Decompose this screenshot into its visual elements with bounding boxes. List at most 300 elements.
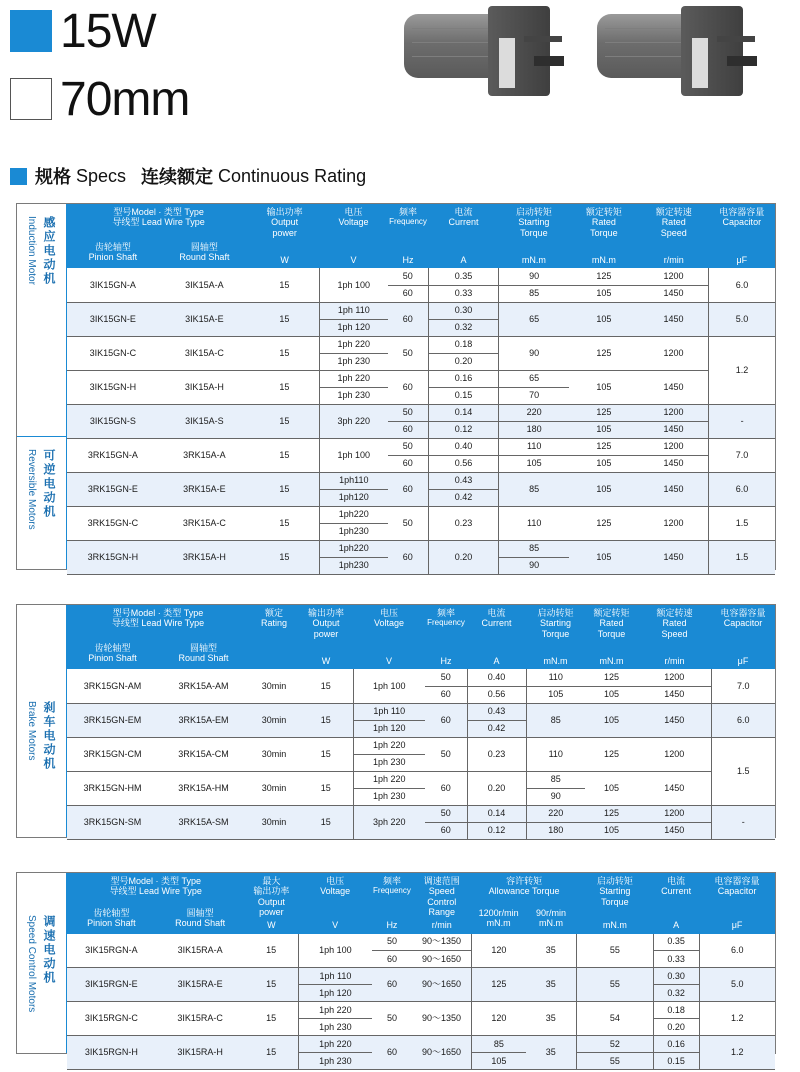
output-cell: 15 xyxy=(299,805,353,839)
rating-cell: 30min xyxy=(249,737,299,771)
current-cell: 0.40 xyxy=(467,669,526,686)
frequency-cell: 50 xyxy=(388,506,428,540)
speed-range-cell: 90～1650 xyxy=(412,968,472,1002)
starting-torque-cell: 105 xyxy=(499,455,569,472)
current-cell: 0.33 xyxy=(653,951,699,968)
round-shaft-model: 3RK15A-SM xyxy=(158,805,249,839)
rated-torque-cell: 105 xyxy=(585,703,638,737)
section-title: 规格 Specs 连续额定 Continuous Rating xyxy=(10,163,366,189)
frequency-cell: 60 xyxy=(372,1036,412,1070)
current-cell: 0.23 xyxy=(467,737,526,771)
starting-torque-header: 启动转矩 Starting Torque xyxy=(526,605,585,653)
speed-range-cell: 90～1650 xyxy=(412,1036,472,1070)
rated-torque-cell: 105 xyxy=(569,285,639,302)
voltage-cell: 1ph 230 xyxy=(298,1019,372,1036)
starting-torque-cell: 180 xyxy=(526,822,585,839)
motor-photo-1 xyxy=(404,6,566,106)
pinion-shaft-model: 3RK15GN-E xyxy=(67,472,159,506)
rated-torque-cell: 125 xyxy=(585,737,638,771)
output-cell: 15 xyxy=(250,472,319,506)
frequency-cell: 60 xyxy=(425,771,467,805)
table-row xyxy=(67,1036,775,1053)
voltage-cell: 1ph230 xyxy=(319,523,388,540)
rated-speed-cell: 1450 xyxy=(638,822,711,839)
round-shaft-model: 3RK15A-E xyxy=(159,472,250,506)
starting-torque-cell: 55 xyxy=(576,934,653,968)
brake-table-block xyxy=(16,604,776,838)
rated-speed-cell: 1450 xyxy=(638,771,711,805)
rated-speed-cell: 1450 xyxy=(639,302,709,336)
rated-speed-cell: 1200 xyxy=(639,438,709,455)
capacitor-cell: 6.0 xyxy=(711,703,775,737)
current-cell: 0.32 xyxy=(428,319,499,336)
current-cell: 0.12 xyxy=(428,421,499,438)
pinion-shaft-model: 3RK15GN-CM xyxy=(67,737,158,771)
frequency-header: 频率 Frequency xyxy=(388,204,428,252)
capacitor-cell: 1.5 xyxy=(711,737,775,805)
output-cell: 15 xyxy=(250,540,319,574)
table-row xyxy=(67,669,775,686)
rating-cell: 30min xyxy=(249,805,299,839)
round-shaft-model: 3IK15A-C xyxy=(159,336,250,370)
output-cell: 15 xyxy=(250,302,319,336)
capacitor-cell: 1.2 xyxy=(709,336,775,404)
capacitor-cell: 5.0 xyxy=(699,968,775,1002)
rated-torque-cell: 105 xyxy=(585,822,638,839)
voltage-cell: 1ph 220 xyxy=(353,737,425,754)
current-cell: 0.18 xyxy=(653,1002,699,1019)
current-cell: 0.42 xyxy=(428,489,499,506)
current-cell: 0.35 xyxy=(428,268,499,285)
starting-torque-cell: 90 xyxy=(526,788,585,805)
rated-torque-cell: 105 xyxy=(585,686,638,703)
voltage-header: 电压 Voltage xyxy=(298,873,372,917)
section-marker xyxy=(10,168,27,185)
allowance-torque-header: 容许转矩 Allowance Torque xyxy=(472,873,577,903)
round-shaft-model: 3IK15RA-C xyxy=(156,1002,245,1036)
table-row xyxy=(67,771,775,788)
frequency-cell: 50 xyxy=(425,669,467,686)
voltage-cell: 1ph 230 xyxy=(353,788,425,805)
rated-speed-header: 额定转速 Rated Speed xyxy=(639,204,709,252)
starting-torque-cell: 85 xyxy=(526,703,585,737)
rated-torque-header: 额定转矩 Rated Torque xyxy=(569,204,639,252)
voltage-cell: 1ph 220 xyxy=(298,1036,372,1053)
voltage-cell: 3ph 220 xyxy=(353,805,425,839)
table-row xyxy=(67,438,775,455)
spec-table-1: 型号Model · 类型 Type 导线型 Lead Wire Type 输出功率 Output power 电压 Voltage 频率 Frequency 电流 Current 启动转矩 Starting Torque 额定转矩 Rated Torque 额定转速 Rated Speed 电容器容量 Capacitor 齿轮轴型 Pinion Shaft 圆轴型 Round Shaft W V Hz A mN.m mN.m r/min μF 3IK15GN-A 3IK15A-A 15 1ph 100 50 0.35 90 125 1200 6.0 60 0.33 85 105 1450 3IK15GN-E 3IK15A-E 15 1ph 110 60 0.30 65 105 1450 5.0 1ph 120 0.32 3IK15GN-C 3IK15A-C 15 1ph 220 50 0.18 90 125 1200 1.2 1ph 230 0.20 3IK15GN-H 3IK15A-H 15 1ph 220 60 0.16 65 105 1450 1ph 230 0.15 70 3IK15GN-S 3IK15A-S 15 3ph 220 50 0.14 220 125 1200 - 60 0.12 180 105 1450 3RK15GN-A 3RK15A-A 15 1ph 100 50 0.40 110 125 1200 7.0 60 0.56 105 105 1450 3RK15GN-E 3RK15A-E 15 1ph110 60 0.43 85 105 1450 6.0 1ph120 0.42 3RK15GN-C 3RK15A-C 15 1ph220 50 0.23 110 125 1200 1.5 1ph230 3RK15GN-H 3RK15A-H 15 1ph220 60 0.20 85 105 1450 1.5 1ph230 90 xyxy=(67,204,775,575)
starting-torque-cell: 85 xyxy=(499,472,569,506)
voltage-header: 电压 Voltage xyxy=(353,605,425,653)
capacitor-cell: 1.2 xyxy=(699,1002,775,1036)
rated-speed-cell: 1450 xyxy=(639,421,709,438)
capacitor-cell: 6.0 xyxy=(709,268,775,302)
frequency-cell: 50 xyxy=(388,336,428,370)
output-cell: 15 xyxy=(250,370,319,404)
frequency-cell: 50 xyxy=(425,805,467,822)
starting-torque-cell: 65 xyxy=(499,370,569,387)
frequency-cell: 60 xyxy=(388,302,428,336)
table-row xyxy=(67,703,775,720)
table-row xyxy=(67,268,775,285)
allow-torque-1200-cell: 120 xyxy=(472,1002,526,1036)
round-shaft-model: 3RK15A-AM xyxy=(158,669,249,703)
rating-header: 额定 Rating xyxy=(249,605,299,653)
rated-torque-cell: 125 xyxy=(569,506,639,540)
rated-torque-cell: 125 xyxy=(569,336,639,370)
reversible-motor-label: 可逆电动机 Reversible Motors xyxy=(26,449,56,530)
rated-torque-cell: 105 xyxy=(569,540,639,574)
current-cell: 0.43 xyxy=(467,703,526,720)
rated-speed-cell: 1450 xyxy=(638,686,711,703)
capacitor-cell: 7.0 xyxy=(709,438,775,472)
frequency-cell: 60 xyxy=(388,370,428,404)
rated-speed-cell: 1450 xyxy=(639,285,709,302)
current-header: 电流 Current xyxy=(428,204,499,252)
pinion-shaft-model: 3IK15RGN-H xyxy=(67,1036,156,1070)
table-row xyxy=(67,1002,775,1019)
pinion-header: 齿轮轴型 Pinion Shaft xyxy=(67,236,159,268)
current-cell: 0.16 xyxy=(653,1036,699,1053)
round-shaft-model: 3RK15A-HM xyxy=(158,771,249,805)
pinion-shaft-model: 3IK15GN-E xyxy=(67,302,159,336)
induction-reversible-table-block xyxy=(16,203,776,570)
frequency-cell: 50 xyxy=(425,737,467,771)
model-header: 型号Model · 类型 Type 导线型 Lead Wire Type xyxy=(67,873,244,903)
current-cell: 0.30 xyxy=(428,302,499,319)
round-shaft-model: 3RK15A-H xyxy=(159,540,250,574)
current-cell: 0.23 xyxy=(428,506,499,540)
current-cell: 0.32 xyxy=(653,985,699,1002)
current-cell: 0.33 xyxy=(428,285,499,302)
allow-torque-1200-cell: 120 xyxy=(472,934,526,968)
frequency-cell: 50 xyxy=(388,268,428,285)
rated-speed-cell: 1450 xyxy=(639,370,709,404)
voltage-cell: 1ph 220 xyxy=(353,771,425,788)
rated-speed-header: 额定转速 Rated Speed xyxy=(638,605,711,653)
current-cell: 0.20 xyxy=(467,771,526,805)
induction-motor-label: 感应电动机 Induction Motor xyxy=(17,204,67,437)
voltage-cell: 1ph120 xyxy=(319,489,388,506)
model-header: 型号Model · 类型 Type 导线型 Lead Wire Type xyxy=(67,204,250,236)
frequency-cell: 60 xyxy=(425,703,467,737)
output-cell: 15 xyxy=(299,669,353,703)
pinion-shaft-model: 3RK15GN-C xyxy=(67,506,159,540)
speed-control-table-block xyxy=(16,872,776,1066)
rated-speed-cell: 1450 xyxy=(639,472,709,506)
current-cell: 0.43 xyxy=(428,472,499,489)
voltage-cell: 1ph 120 xyxy=(319,319,388,336)
starting-torque-header: 启动转矩 Starting Torque xyxy=(576,873,653,917)
rated-torque-cell: 125 xyxy=(569,438,639,455)
output-cell: 15 xyxy=(250,336,319,370)
starting-torque-cell: 90 xyxy=(499,336,569,370)
round-shaft-model: 3IK15A-A xyxy=(159,268,250,302)
starting-torque-header: 启动转矩 Starting Torque xyxy=(499,204,569,252)
rating-cell: 30min xyxy=(249,771,299,805)
round-shaft-model: 3RK15A-CM xyxy=(158,737,249,771)
round-shaft-model: 3IK15A-H xyxy=(159,370,250,404)
rating-cell: 30min xyxy=(249,703,299,737)
pinion-shaft-model: 3RK15GN-H xyxy=(67,540,159,574)
round-shaft-model: 3IK15RA-E xyxy=(156,968,245,1002)
motor-photo-2 xyxy=(597,6,759,106)
output-cell: 15 xyxy=(250,404,319,438)
starting-torque-cell: 110 xyxy=(499,506,569,540)
output-cell: 15 xyxy=(244,934,298,968)
voltage-cell: 1ph 230 xyxy=(298,1053,372,1070)
rated-speed-cell: 1450 xyxy=(638,703,711,737)
current-cell: 0.12 xyxy=(467,822,526,839)
rated-speed-cell: 1200 xyxy=(638,669,711,686)
size-marker xyxy=(10,78,52,120)
voltage-cell: 1ph 230 xyxy=(319,387,388,404)
current-cell: 0.35 xyxy=(653,934,699,951)
round-shaft-model: 3IK15A-S xyxy=(159,404,250,438)
output-header: 输出功率 Output power xyxy=(299,605,353,653)
capacitor-cell: 7.0 xyxy=(711,669,775,703)
rated-speed-cell: 1200 xyxy=(639,506,709,540)
rated-torque-header: 额定转矩 Rated Torque xyxy=(585,605,638,653)
pinion-shaft-model: 3RK15GN-HM xyxy=(67,771,158,805)
frequency-cell: 60 xyxy=(425,686,467,703)
capacitor-header: 电容器容量 Capacitor xyxy=(699,873,775,917)
round-shaft-model: 3RK15A-EM xyxy=(158,703,249,737)
frequency-cell: 50 xyxy=(372,1002,412,1036)
starting-torque-cell: 220 xyxy=(499,404,569,421)
rated-torque-cell: 105 xyxy=(569,455,639,472)
current-cell: 0.42 xyxy=(467,720,526,737)
power-heading: 15W xyxy=(60,5,156,58)
speed-control-motor-label: 调速电动机 Speed Control Motors xyxy=(26,915,56,1013)
power-marker xyxy=(10,10,52,52)
voltage-cell: 1ph 230 xyxy=(319,353,388,370)
rating-cell: 30min xyxy=(249,669,299,703)
starting-torque-cell: 110 xyxy=(526,669,585,686)
starting-torque-cell: 85 xyxy=(499,540,569,557)
starting-torque-cell: 52 xyxy=(576,1036,653,1053)
rated-speed-cell: 1200 xyxy=(639,268,709,285)
starting-torque-cell: 105 xyxy=(526,686,585,703)
frequency-header: 频率 Frequency xyxy=(372,873,412,917)
brake-motor-label: 刹车电动机 Brake Motors xyxy=(26,701,56,771)
starting-torque-cell: 180 xyxy=(499,421,569,438)
rated-speed-cell: 1200 xyxy=(638,737,711,771)
output-cell: 15 xyxy=(244,968,298,1002)
allow-torque-90-cell: 35 xyxy=(526,1002,577,1036)
starting-torque-cell: 54 xyxy=(576,1002,653,1036)
frequency-cell: 60 xyxy=(388,285,428,302)
voltage-cell: 3ph 220 xyxy=(319,404,388,438)
frequency-cell: 60 xyxy=(388,455,428,472)
output-cell: 15 xyxy=(299,771,353,805)
frequency-cell: 60 xyxy=(388,472,428,506)
spec-table-2: 型号Model · 类型 Type 导线型 Lead Wire Type 额定 Rating 输出功率 Output power 电压 Voltage 频率 Frequency 电流 Current 启动转矩 Starting Torque 额定转矩 Rated Torque 额定转速 Rated Speed 电容器容量 Capacitor 齿轮轴型 Pinion Shaft 圆轴型 Round Shaft W V Hz A mN.m mN.m r/min μF 3RK15GN-AM 3RK15A-AM 30min 15 1ph 100 50 0.40 110 125 1200 7.0 60 0.56 105 105 1450 3RK15GN-EM 3RK15A-EM 30min 15 1ph 110 60 0.43 85 105 1450 6.0 1ph 120 0.42 3RK15GN-CM 3RK15A-CM 30min 15 1ph 220 50 0.23 110 125 1200 1.5 1ph 230 3RK15GN-HM 3RK15A-HM 30min 15 1ph 220 60 0.20 85 105 1450 1ph 230 90 3RK15GN-SM 3RK15A-SM 30min 15 3ph 220 50 0.14 220 125 1200 - 60 0.12 180 105 1450 xyxy=(67,605,775,840)
voltage-cell: 1ph220 xyxy=(319,506,388,523)
pinion-shaft-model: 3IK15GN-A xyxy=(67,268,159,302)
output-header: 输出功率 Output power xyxy=(250,204,319,252)
table-row xyxy=(67,934,775,951)
pinion-shaft-model: 3IK15GN-C xyxy=(67,336,159,370)
table-row xyxy=(67,540,775,557)
voltage-cell: 1ph110 xyxy=(319,472,388,489)
current-cell: 0.15 xyxy=(428,387,499,404)
starting-torque-cell: 110 xyxy=(499,438,569,455)
voltage-cell: 1ph230 xyxy=(319,557,388,574)
current-cell: 0.20 xyxy=(653,1019,699,1036)
frequency-cell: 60 xyxy=(372,951,412,968)
capacitor-cell: 1.5 xyxy=(709,540,775,574)
speed-range-cell: 90～1350 xyxy=(412,1002,472,1036)
current-cell: 0.30 xyxy=(653,968,699,985)
pinion-shaft-model: 3IK15GN-S xyxy=(67,404,159,438)
capacitor-cell: 6.0 xyxy=(699,934,775,968)
rated-speed-cell: 1200 xyxy=(639,336,709,370)
frequency-cell: 60 xyxy=(372,968,412,1002)
allow-torque-90-cell: 35 xyxy=(526,934,577,968)
pinion-shaft-model: 3IK15RGN-A xyxy=(67,934,156,968)
rated-speed-cell: 1200 xyxy=(638,805,711,822)
starting-torque-cell: 55 xyxy=(576,1053,653,1070)
starting-torque-cell: 55 xyxy=(576,968,653,1002)
rated-torque-cell: 105 xyxy=(585,771,638,805)
table-row xyxy=(67,968,775,985)
output-cell: 15 xyxy=(244,1002,298,1036)
rated-speed-cell: 1200 xyxy=(639,404,709,421)
speed-range-header: 调速范围 Speed Control Range xyxy=(412,873,472,917)
voltage-cell: 1ph 230 xyxy=(353,754,425,771)
output-cell: 15 xyxy=(250,268,319,302)
voltage-cell: 1ph220 xyxy=(319,540,388,557)
max-output-header: 最大 输出功率 Output power xyxy=(244,873,298,917)
capacitor-cell: 6.0 xyxy=(709,472,775,506)
starting-torque-cell: 90 xyxy=(499,268,569,285)
current-cell: 0.20 xyxy=(428,540,499,574)
starting-torque-cell: 70 xyxy=(499,387,569,404)
pinion-shaft-model: 3IK15GN-H xyxy=(67,370,159,404)
capacitor-cell: 5.0 xyxy=(709,302,775,336)
voltage-cell: 1ph 110 xyxy=(298,968,372,985)
frequency-header: 频率 Frequency xyxy=(425,605,467,653)
pinion-shaft-model: 3RK15GN-EM xyxy=(67,703,158,737)
current-cell: 0.14 xyxy=(467,805,526,822)
frequency-cell: 60 xyxy=(388,540,428,574)
voltage-cell: 1ph 100 xyxy=(319,268,388,302)
voltage-cell: 1ph 220 xyxy=(319,336,388,353)
capacitor-cell: 1.2 xyxy=(699,1036,775,1070)
voltage-cell: 1ph 220 xyxy=(319,370,388,387)
round-shaft-model: 3IK15RA-A xyxy=(156,934,245,968)
voltage-cell: 1ph 220 xyxy=(298,1002,372,1019)
allow-torque-90-cell: 35 xyxy=(526,1036,577,1070)
rated-torque-cell: 105 xyxy=(569,472,639,506)
output-cell: 15 xyxy=(250,506,319,540)
table-row xyxy=(67,336,775,353)
round-shaft-model: 3IK15RA-H xyxy=(156,1036,245,1070)
capacitor-cell: 1.5 xyxy=(709,506,775,540)
pinion-shaft-model: 3IK15RGN-E xyxy=(67,968,156,1002)
rated-speed-cell: 1450 xyxy=(639,455,709,472)
frequency-cell: 60 xyxy=(388,421,428,438)
output-cell: 15 xyxy=(250,438,319,472)
allow-torque-1200-cell: 125 xyxy=(472,968,526,1002)
speed-range-cell: 90～1650 xyxy=(412,951,472,968)
pinion-shaft-model: 3RK15GN-A xyxy=(67,438,159,472)
voltage-cell: 1ph 110 xyxy=(353,703,425,720)
output-cell: 15 xyxy=(299,703,353,737)
current-header: 电流 Current xyxy=(653,873,699,917)
round-shaft-model: 3RK15A-C xyxy=(159,506,250,540)
current-cell: 0.56 xyxy=(467,686,526,703)
voltage-header: 电压 Voltage xyxy=(319,204,388,252)
frequency-cell: 50 xyxy=(388,404,428,421)
current-cell: 0.18 xyxy=(428,336,499,353)
round-shaft-model: 3IK15A-E xyxy=(159,302,250,336)
speed-range-cell: 90～1350 xyxy=(412,934,472,951)
capacitor-cell: - xyxy=(709,404,775,438)
rated-torque-cell: 105 xyxy=(569,370,639,404)
pinion-shaft-model: 3IK15RGN-C xyxy=(67,1002,156,1036)
rated-torque-cell: 125 xyxy=(569,404,639,421)
rated-torque-cell: 125 xyxy=(585,805,638,822)
allow-torque-90-cell: 35 xyxy=(526,968,577,1002)
round-header: 圆轴型 Round Shaft xyxy=(159,236,250,268)
frequency-cell: 50 xyxy=(388,438,428,455)
output-cell: 15 xyxy=(299,737,353,771)
table-row xyxy=(67,404,775,421)
current-cell: 0.40 xyxy=(428,438,499,455)
starting-torque-cell: 85 xyxy=(499,285,569,302)
table-row xyxy=(67,370,775,387)
current-cell: 0.14 xyxy=(428,404,499,421)
model-header: 型号Model · 类型 Type 导线型 Lead Wire Type xyxy=(67,605,249,637)
voltage-cell: 1ph 100 xyxy=(353,669,425,703)
current-cell: 0.56 xyxy=(428,455,499,472)
starting-torque-cell: 110 xyxy=(526,737,585,771)
rated-torque-cell: 105 xyxy=(569,421,639,438)
round-shaft-model: 3RK15A-A xyxy=(159,438,250,472)
current-cell: 0.16 xyxy=(428,370,499,387)
rated-torque-cell: 125 xyxy=(569,268,639,285)
rated-speed-cell: 1450 xyxy=(639,540,709,574)
pinion-shaft-model: 3RK15GN-AM xyxy=(67,669,158,703)
allow-torque-1200-cell: 105 xyxy=(472,1053,526,1070)
spec-table-3: 型号Model · 类型 Type 导线型 Lead Wire Type 最大 输出功率 Output power 电压 Voltage 频率 Frequency 调速范围 Speed Control Range 容许转矩 Allowance Torque 启动转矩 Starting Torque 电流 Current 电容器容量 Capacitor 齿轮轴型 Pinion Shaft 圆轴型 Round Shaft 1200r/min mN.m 90r/min mN.m W V Hz r/min mN.m A μF 3IK15RGN-A 3IK15RA-A 15 1ph 100 50 90～1350 120 35 55 0.35 6.0 60 90～1650 0.33 3IK15RGN-E 3IK15RA-E 15 1ph 110 60 90～1650 125 35 55 0.30 5.0 1ph 120 0.32 3IK15RGN-C 3IK15RA-C 15 1ph 220 50 90～1350 120 35 54 0.18 1.2 1ph 230 0.20 3IK15RGN-H 3IK15RA-H 15 1ph 220 60 90～1650 85 35 52 0.16 1.2 1ph 230 105 55 0.15 xyxy=(67,873,775,1070)
size-heading: 70mm xyxy=(60,73,190,126)
table-row xyxy=(67,472,775,489)
starting-torque-cell: 90 xyxy=(499,557,569,574)
pinion-shaft-model: 3RK15GN-SM xyxy=(67,805,158,839)
voltage-cell: 1ph 100 xyxy=(298,934,372,968)
capacitor-cell: - xyxy=(711,805,775,839)
rated-torque-cell: 125 xyxy=(585,669,638,686)
allow-torque-1200-cell: 85 xyxy=(472,1036,526,1053)
frequency-cell: 60 xyxy=(425,822,467,839)
voltage-cell: 1ph 120 xyxy=(298,985,372,1002)
current-header: 电流 Current xyxy=(467,605,526,653)
voltage-cell: 1ph 110 xyxy=(319,302,388,319)
current-cell: 0.15 xyxy=(653,1053,699,1070)
starting-torque-cell: 85 xyxy=(526,771,585,788)
table-row xyxy=(67,805,775,822)
table-row xyxy=(67,737,775,754)
frequency-cell: 50 xyxy=(372,934,412,951)
capacitor-header: 电容器容量 Capacitor xyxy=(711,605,775,653)
voltage-cell: 1ph 100 xyxy=(319,438,388,472)
output-cell: 15 xyxy=(244,1036,298,1070)
starting-torque-cell: 220 xyxy=(526,805,585,822)
table-row xyxy=(67,302,775,319)
